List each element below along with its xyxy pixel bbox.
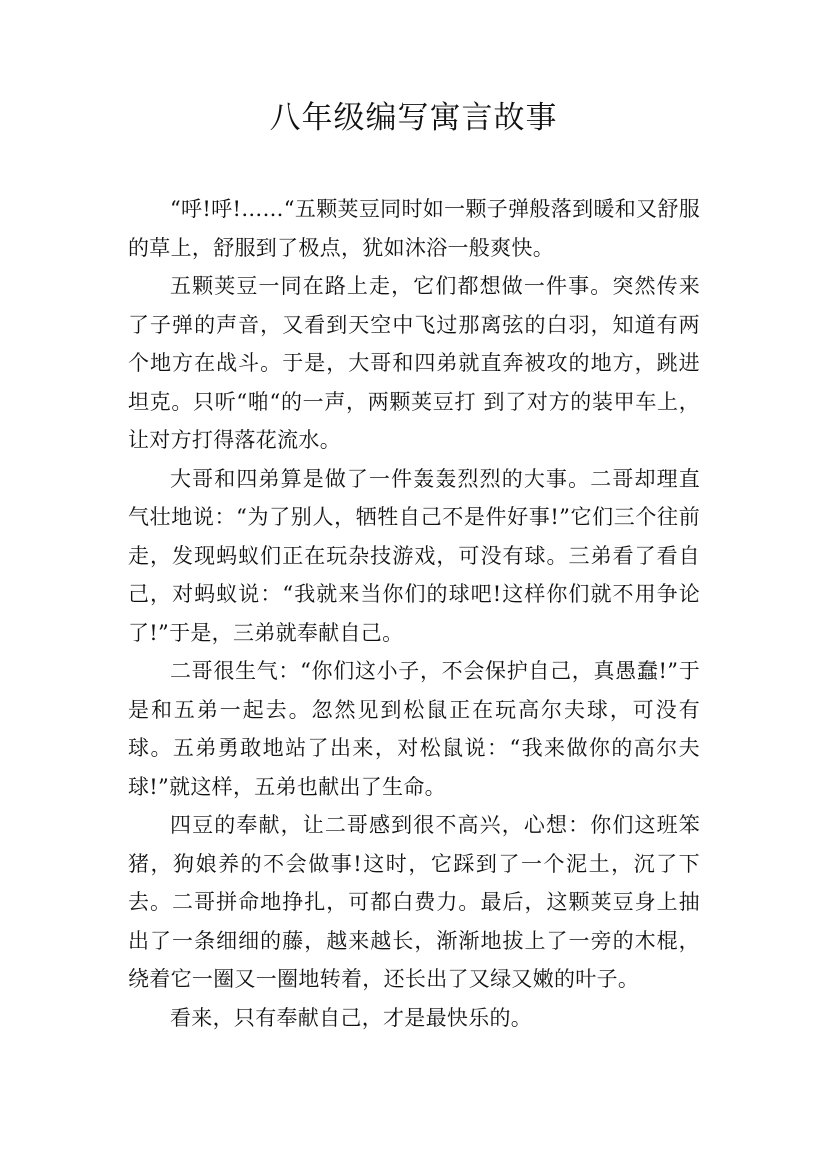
paragraph: 五颗荚豆一同在路上走，它们都想做一件事。突然传来了子弹的声音，又看到天空中飞过那离弦的白羽，知道有两个地方在战斗。于是，大哥和四弟就直奔被攻的地方，跳进坦克。只听“啪“的一声，两颗荚豆打 到了对方的装甲车上，让对方打得落花流水。 <box>128 274 700 452</box>
document-body <box>128 190 700 1037</box>
paragraph: 看来，只有奉献自己，才是最快乐的。 <box>170 1005 533 1030</box>
paragraph: “呼!呼!……“五颗荚豆同时如一颗子弹般落到暖和又舒服的草上，舒服到了极点，犹如沐浴一般爽快。 <box>128 197 700 260</box>
paragraph: 四豆的奉献，让二哥感到很不高兴，心想：你们这班笨猪，狗娘养的不会做事!这时，它踩到了一个泥土，沉了下去。二哥拼命地挣扎，可都白费力。最后，这颗荚豆身上抽出了一条细细的藤，越来越长，渐渐地拔上了一旁的木棍，绕着它一圈又一圈地转着，还长出了又绿又嫩的叶子。 <box>128 813 700 991</box>
document-title: 八年级编写寓言故事 <box>269 100 558 136</box>
paragraph: 二哥很生气：“你们这小子，不会保护自己，真愚蠢!”于是和五弟一起去。忽然见到松鼠正在玩高尔夫球，可没有球。五弟勇敢地站了出来，对松鼠说：“我来做你的高尔夫球!”就这样，五弟也献出了生命。 <box>128 659 700 799</box>
paragraph: 大哥和四弟算是做了一件轰轰烈烈的大事。二哥却理直气壮地说：“为了别人，牺牲自己不是件好事!”它们三个往前走，发现蚂蚁们正在玩杂技游戏，可没有球。三弟看了看自己，对蚂蚁说：“我就来当你们的球吧!这样你们就不用争论了!”于是，三弟就奉献自己。 <box>128 466 700 645</box>
